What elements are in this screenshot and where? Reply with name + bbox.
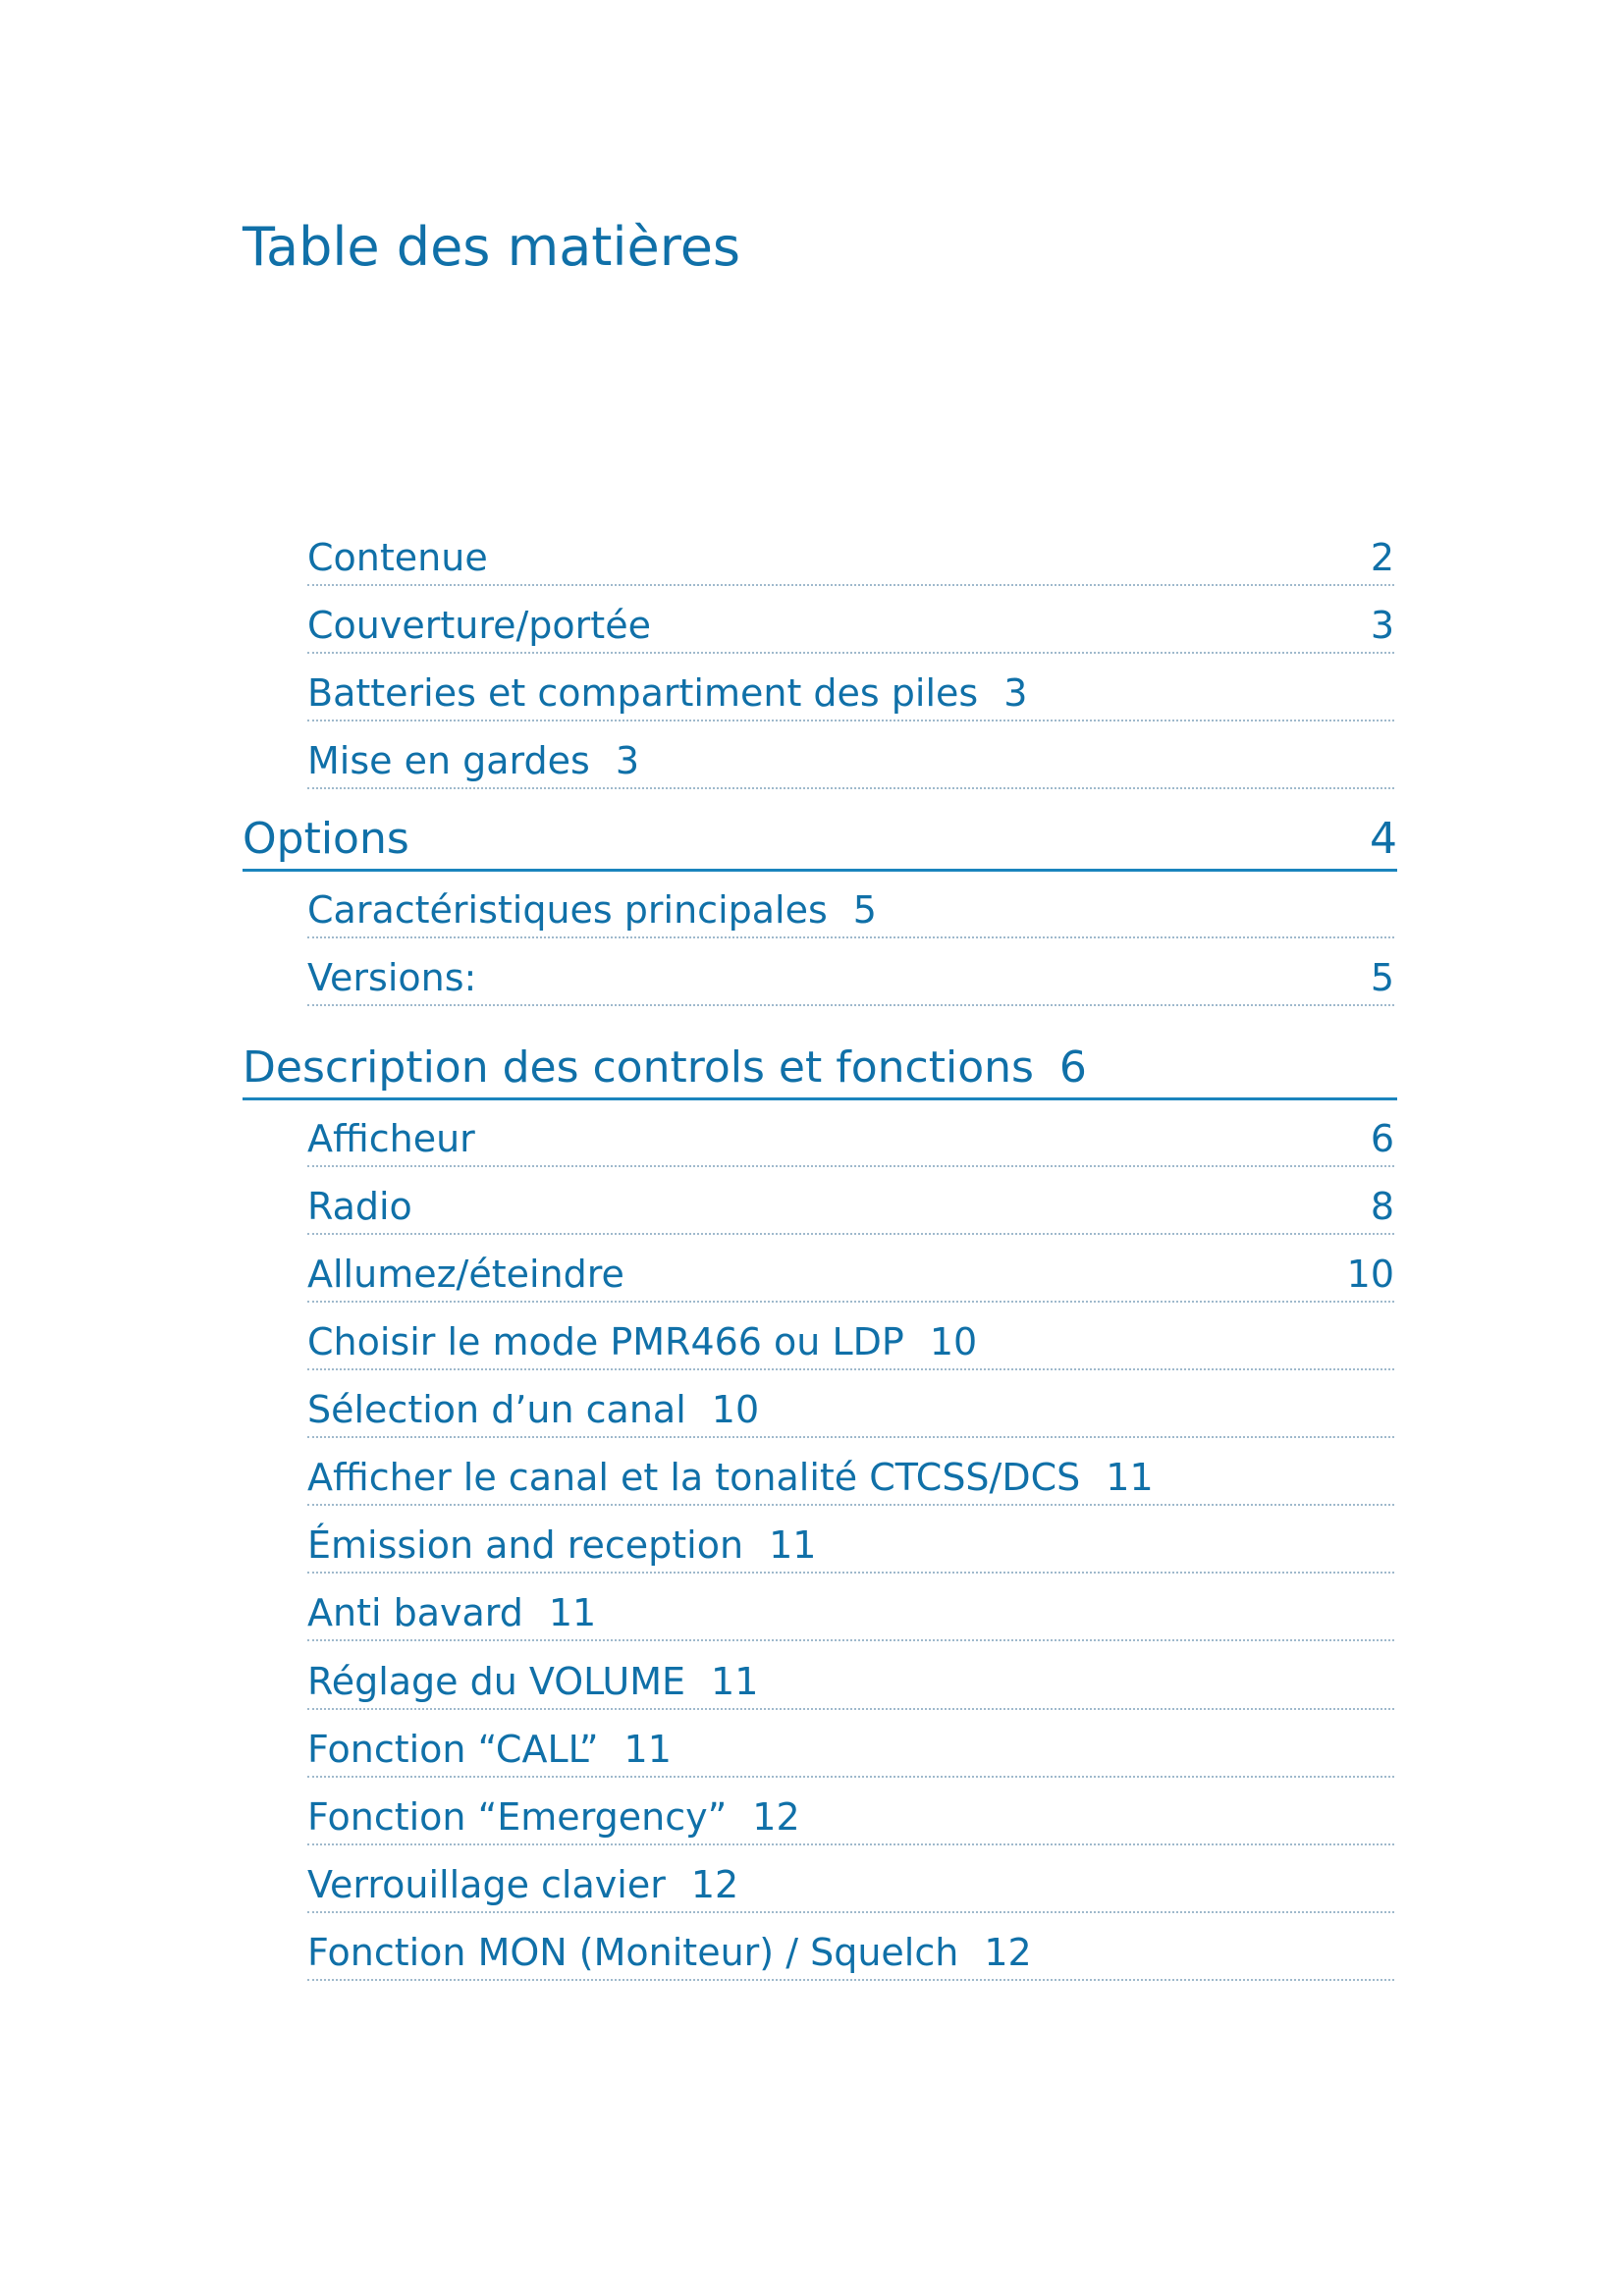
toc-entry-page: 11 bbox=[548, 1591, 597, 1634]
toc-entry-title: Fonction “Emergency” bbox=[307, 1795, 728, 1839]
toc-entry[interactable] bbox=[307, 1370, 1394, 1438]
toc-entry-title: Sélection d’un canal bbox=[307, 1388, 686, 1431]
toc-entry-text bbox=[307, 1522, 816, 1568]
toc-entry[interactable] bbox=[307, 1235, 1394, 1303]
toc-entry-page: 6 bbox=[1058, 1042, 1087, 1093]
toc-entry-title: Anti bavard bbox=[307, 1591, 523, 1634]
toc-entry-page: 12 bbox=[690, 1863, 739, 1906]
toc-entry-title: Description des controls et fonctions bbox=[243, 1042, 1034, 1093]
toc-entry-page: 11 bbox=[769, 1523, 817, 1567]
toc-section-entry[interactable] bbox=[243, 1024, 1397, 1100]
toc-entry-text bbox=[243, 1042, 1087, 1094]
toc-entry[interactable] bbox=[307, 586, 1394, 654]
toc-entry[interactable] bbox=[307, 1099, 1394, 1167]
toc-entry[interactable] bbox=[307, 871, 1394, 938]
toc-entry[interactable] bbox=[307, 938, 1394, 1006]
toc-entry-title: Fonction “CALL” bbox=[307, 1728, 599, 1771]
toc-entry[interactable] bbox=[307, 1710, 1394, 1778]
toc-entry-page: 12 bbox=[984, 1931, 1032, 1974]
toc-entry-title: Couverture/portée bbox=[307, 604, 651, 647]
toc-entry-page: 10 bbox=[711, 1388, 760, 1431]
toc-entry-title: Réglage du VOLUME bbox=[307, 1660, 686, 1703]
toc-entry[interactable] bbox=[307, 1778, 1394, 1845]
toc-entry-text bbox=[307, 1590, 596, 1635]
toc-entry[interactable] bbox=[307, 721, 1394, 789]
toc-entry-page: 5 bbox=[852, 888, 877, 932]
toc-entry-page: 11 bbox=[623, 1728, 672, 1771]
toc-entry-title: Afficher le canal et la tonalité CTCSS/DCS bbox=[307, 1456, 1081, 1499]
toc-entry-page: 12 bbox=[752, 1795, 800, 1839]
toc-entry[interactable] bbox=[307, 654, 1394, 721]
toc-entry-text bbox=[307, 1727, 672, 1772]
toc-entry-title: Afficheur bbox=[307, 1117, 475, 1160]
toc-entry-page: 10 bbox=[1346, 1253, 1394, 1296]
toc-entry-title: Émission and reception bbox=[307, 1523, 744, 1567]
toc-entry-page: 8 bbox=[1370, 1185, 1394, 1228]
toc-entry-page: 3 bbox=[615, 739, 639, 782]
toc-entry-text bbox=[307, 1794, 800, 1840]
toc-entry-title: Mise en gardes bbox=[307, 739, 590, 782]
toc-entry[interactable] bbox=[307, 1574, 1394, 1641]
toc-entry-text bbox=[307, 1659, 758, 1704]
toc-entry-text bbox=[307, 1862, 738, 1907]
toc-entry[interactable] bbox=[307, 1167, 1394, 1235]
toc-entry-page: 3 bbox=[1003, 671, 1028, 715]
toc-entry[interactable] bbox=[307, 1506, 1394, 1574]
toc-entry-page: 2 bbox=[1370, 536, 1394, 579]
toc-entry-text bbox=[307, 1455, 1154, 1500]
toc-entry-page: 10 bbox=[929, 1320, 978, 1363]
toc-entry[interactable] bbox=[307, 1303, 1394, 1370]
toc-entry-text bbox=[307, 1319, 977, 1364]
toc-entry-title: Choisir le mode PMR466 ou LDP bbox=[307, 1320, 904, 1363]
toc-entry-page: 6 bbox=[1370, 1117, 1394, 1160]
toc-entry[interactable] bbox=[307, 1913, 1394, 1981]
toc-entry-text bbox=[307, 887, 877, 933]
toc-entry-page: 11 bbox=[711, 1660, 759, 1703]
toc-entry-page: 11 bbox=[1106, 1456, 1154, 1499]
toc-entry-text bbox=[307, 1387, 759, 1432]
toc-entry-title: Caractéristiques principales bbox=[307, 888, 828, 932]
toc-entry-title: Contenue bbox=[307, 536, 488, 579]
toc-entry-page: 4 bbox=[1370, 814, 1397, 864]
toc-entry-text bbox=[307, 1930, 1032, 1975]
toc-entry-title: Allumez/éteindre bbox=[307, 1253, 624, 1296]
toc-entry-page: 5 bbox=[1370, 956, 1394, 999]
toc-entry-page: 3 bbox=[1370, 604, 1394, 647]
toc-entry[interactable] bbox=[307, 1438, 1394, 1506]
toc-entry-text bbox=[307, 738, 639, 783]
toc-entry-title: Verrouillage clavier bbox=[307, 1863, 666, 1906]
toc-entry[interactable] bbox=[307, 518, 1394, 586]
toc-entry-title: Radio bbox=[307, 1185, 412, 1228]
toc-entry[interactable] bbox=[307, 1642, 1394, 1710]
toc-entry[interactable] bbox=[307, 1845, 1394, 1913]
toc-entry-text bbox=[307, 670, 1027, 716]
toc-entry-title: Versions: bbox=[307, 956, 477, 999]
toc-entry-title: Options bbox=[243, 814, 409, 864]
toc-section-entry[interactable] bbox=[243, 795, 1397, 872]
toc-entry-title: Batteries et compartiment des piles bbox=[307, 671, 979, 715]
page-title: Table des matières bbox=[243, 216, 741, 278]
toc-entry-title: Fonction MON (Moniteur) / Squelch bbox=[307, 1931, 959, 1974]
